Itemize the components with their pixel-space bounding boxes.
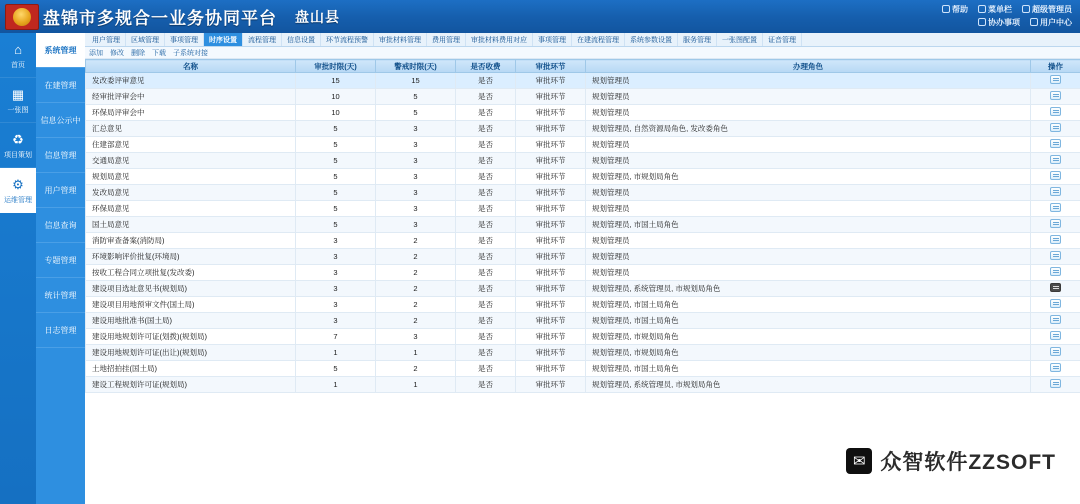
cell-limit: 5 [296,137,376,153]
col-role: 办理角色 [586,60,1031,73]
table-head [86,60,1080,73]
menu-tab-12[interactable]: 系统参数设置 [625,33,678,46]
cell-warn: 2 [376,361,456,377]
edit-row-icon[interactable] [1050,155,1061,164]
cell-name: 环境影响评价批复(环境局) [86,249,296,265]
cell-role: 规划管理员 [586,89,1031,105]
subnav-item-topic-manage[interactable] [36,243,85,278]
subnav-item-public-info[interactable] [36,103,85,138]
edit-row-icon[interactable] [1050,251,1061,260]
left-sidebar [0,33,36,504]
cell-limit: 5 [296,361,376,377]
account-link[interactable]: 超级管理员 [1022,3,1072,16]
edit-row-icon[interactable] [1050,171,1061,180]
subnav-item-logs[interactable] [36,313,85,348]
page-title: 盘锦市多规合一业务协同平台 [43,9,277,28]
edit-row-icon[interactable] [1050,235,1061,244]
cell-name: 消防审查备案(消防局) [86,233,296,249]
cell-role: 规划管理员, 市国土局角色 [586,361,1031,377]
cell-role: 规划管理员 [586,185,1031,201]
menu-tab-7[interactable]: 审批材料管理 [374,33,427,46]
cell-stage: 审批环节 [516,153,586,169]
cell-name: 发改委评审意见 [86,73,296,89]
cell-limit: 7 [296,329,376,345]
cell-fee: 是否 [456,185,516,201]
sidebar-item-project-planning[interactable] [0,123,36,168]
cell-operation [1031,89,1080,105]
cell-limit: 1 [296,377,376,393]
subnav-label: 信息查询 [44,220,77,230]
cell-stage: 审批环节 [516,137,586,153]
cell-operation [1031,361,1080,377]
menu-link[interactable]: 菜单栏 [978,3,1012,16]
toolbar-button-2[interactable]: 删除 [131,49,145,57]
cell-operation [1031,201,1080,217]
cell-role: 规划管理员 [586,105,1031,121]
edit-row-icon[interactable] [1050,283,1061,292]
cell-name: 按收工程合同立项批复(发改委) [86,265,296,281]
cell-limit: 5 [296,153,376,169]
secondary-nav [36,33,85,504]
cell-operation [1031,217,1080,233]
edit-row-icon[interactable] [1050,379,1061,388]
subnav-item-info-manage[interactable] [36,138,85,173]
table-row[interactable] [86,201,1080,217]
cell-warn: 3 [376,169,456,185]
subnav-label: 日志管理 [44,325,77,335]
cell-stage: 审批环节 [516,185,586,201]
menu-tab-9[interactable]: 审批材料费用对应 [466,33,533,46]
cell-warn: 5 [376,105,456,121]
menu-tab-2[interactable]: 事项管理 [165,33,204,46]
cell-stage: 审批环节 [516,313,586,329]
cell-operation [1031,121,1080,137]
cell-operation [1031,73,1080,89]
menu-tab-5[interactable]: 信息设置 [282,33,321,46]
cell-fee: 是否 [456,169,516,185]
cell-limit: 5 [296,217,376,233]
cell-limit: 3 [296,297,376,313]
emblem-shape [13,8,31,26]
recycle-icon: ♻ [12,131,24,147]
table-row[interactable] [86,153,1080,169]
subnav-label: 统计管理 [44,290,77,300]
cell-limit: 3 [296,233,376,249]
cell-limit: 1 [296,345,376,361]
cell-operation [1031,137,1080,153]
cell-role: 规划管理员 [586,137,1031,153]
cell-role: 规划管理员 [586,73,1031,89]
cell-warn: 3 [376,185,456,201]
cell-stage: 审批环节 [516,377,586,393]
cell-stage: 审批环节 [516,121,586,137]
cell-role: 规划管理员 [586,201,1031,217]
cell-limit: 3 [296,265,376,281]
table-row[interactable] [86,137,1080,153]
cell-warn: 2 [376,233,456,249]
cell-name: 交通局意见 [86,153,296,169]
timing-settings-table [85,59,1080,393]
cell-fee: 是否 [456,137,516,153]
cell-limit: 5 [296,185,376,201]
cell-warn: 5 [376,89,456,105]
cell-fee: 是否 [456,297,516,313]
cell-name: 经审批评审会中 [86,89,296,105]
toolbar-button-1[interactable]: 修改 [110,49,124,57]
cell-fee: 是否 [456,153,516,169]
sidebar-item-map[interactable] [0,78,36,123]
cell-limit: 3 [296,249,376,265]
edit-row-icon[interactable] [1050,363,1061,372]
cell-name: 建设用地规划许可证(划拨)(规划局) [86,329,296,345]
header-links-row-1 [942,3,1072,16]
cell-fee: 是否 [456,345,516,361]
cooperation-link[interactable]: 协办事项 [978,16,1020,29]
edit-row-icon[interactable] [1050,347,1061,356]
edit-row-icon[interactable] [1050,91,1061,100]
cell-operation [1031,169,1080,185]
cell-limit: 10 [296,89,376,105]
cell-role: 规划管理员, 市国土局角色 [586,313,1031,329]
cell-fee: 是否 [456,105,516,121]
subnav-label: 系统管理 [44,45,77,55]
home-icon: ⌂ [14,41,22,57]
cell-name: 建设项目选址意见书(规划局) [86,281,296,297]
subnav-label: 信息管理 [44,150,77,160]
col-name: 名称 [86,60,296,73]
cell-warn: 3 [376,121,456,137]
cell-warn: 3 [376,201,456,217]
cell-limit: 5 [296,121,376,137]
cell-name: 环保局评审会中 [86,105,296,121]
cell-stage: 审批环节 [516,105,586,121]
table-header-row [86,60,1080,73]
cell-stage: 审批环节 [516,89,586,105]
cell-stage: 审批环节 [516,281,586,297]
cell-name: 建设工程规划许可证(规划局) [86,377,296,393]
header-links-row-2 [942,16,1072,29]
edit-row-icon[interactable] [1050,315,1061,324]
cell-operation [1031,377,1080,393]
cell-role: 规划管理员, 市国土局角色 [586,217,1031,233]
cell-fee: 是否 [456,361,516,377]
cell-limit: 3 [296,313,376,329]
toolbar-button-4[interactable]: 子系统对接 [173,49,208,57]
subnav-item-user-manage[interactable] [36,173,85,208]
subnav-item-info-query[interactable] [36,208,85,243]
cell-fee: 是否 [456,313,516,329]
sidebar-item-label: 首页 [11,61,25,69]
cell-fee: 是否 [456,121,516,137]
cell-fee: 是否 [456,217,516,233]
subnav-label: 在建管理 [44,80,77,90]
subnav-item-statistics[interactable] [36,278,85,313]
cell-warn: 2 [376,249,456,265]
cell-operation [1031,329,1080,345]
menu-tab-0[interactable]: 用户管理 [87,33,126,46]
cell-operation [1031,185,1080,201]
edit-row-icon[interactable] [1050,331,1061,340]
cell-name: 发改局意见 [86,185,296,201]
menu-tab-3[interactable]: 时序设置 [204,33,243,46]
cell-role: 规划管理员 [586,233,1031,249]
edit-row-icon[interactable] [1050,107,1061,116]
col-op: 操作 [1031,60,1080,73]
menu-tab-6[interactable]: 环节流程预警 [321,33,374,46]
table-row[interactable] [86,73,1080,89]
sidebar-item-label: 项目策划 [4,151,32,159]
cell-fee: 是否 [456,281,516,297]
header-links [942,3,1072,29]
cell-name: 建设用地批准书(国土局) [86,313,296,329]
edit-row-icon[interactable] [1050,299,1061,308]
data-table-container[interactable] [85,59,1080,414]
cell-limit: 10 [296,105,376,121]
cell-name: 国土局意见 [86,217,296,233]
cell-stage: 审批环节 [516,297,586,313]
table-row[interactable] [86,105,1080,121]
cell-warn: 2 [376,313,456,329]
menu-tab-11[interactable]: 在建流程管理 [572,33,625,46]
cell-fee: 是否 [456,265,516,281]
menu-icon [978,5,986,13]
menu-tab-1[interactable]: 区域管理 [126,33,165,46]
settings-icon [1030,18,1038,26]
user-icon [1022,5,1030,13]
edit-row-icon[interactable] [1050,75,1061,84]
cell-name: 规划局意见 [86,169,296,185]
col-fee: 是否收费 [456,60,516,73]
edit-row-icon[interactable] [1050,187,1061,196]
cell-warn: 2 [376,265,456,281]
cell-warn: 1 [376,345,456,361]
menu-tab-15[interactable]: 证音管理 [763,33,802,46]
subnav-item-construction[interactable] [36,68,85,103]
cell-role: 规划管理员, 市规划局角色 [586,345,1031,361]
table-row[interactable] [86,313,1080,329]
edit-row-icon[interactable] [1050,123,1061,132]
cell-role: 规划管理员 [586,249,1031,265]
sidebar-item-home[interactable] [0,33,36,78]
main-content [85,33,1080,504]
cell-fee: 是否 [456,377,516,393]
subnav-item-system[interactable] [36,33,85,68]
cell-stage: 审批环节 [516,249,586,265]
cell-limit: 3 [296,281,376,297]
table-row[interactable] [86,377,1080,393]
cell-fee: 是否 [456,201,516,217]
table-row[interactable] [86,297,1080,313]
sidebar-item-operations[interactable] [0,168,36,213]
cell-stage: 审批环节 [516,73,586,89]
table-row[interactable] [86,329,1080,345]
cell-role: 规划管理员, 市规划局角色 [586,169,1031,185]
cell-limit: 5 [296,201,376,217]
cell-name: 住建部意见 [86,137,296,153]
table-row[interactable] [86,281,1080,297]
cell-limit: 15 [296,73,376,89]
cell-stage: 审批环节 [516,345,586,361]
cell-name: 建设项目用地预审文件(国土局) [86,297,296,313]
cell-stage: 审批环节 [516,265,586,281]
cell-stage: 审批环节 [516,361,586,377]
cell-operation [1031,249,1080,265]
watermark [846,446,1056,476]
table-row[interactable] [86,169,1080,185]
table-body [86,73,1080,393]
cell-role: 规划管理员 [586,265,1031,281]
table-row[interactable] [86,233,1080,249]
cell-warn: 2 [376,281,456,297]
col-stage: 审批环节 [516,60,586,73]
table-row[interactable] [86,185,1080,201]
sync-icon [978,18,986,26]
help-link[interactable]: 帮助 [942,3,968,16]
cell-stage: 审批环节 [516,329,586,345]
table-row[interactable] [86,121,1080,137]
table-row[interactable] [86,89,1080,105]
cell-fee: 是否 [456,233,516,249]
table-toolbar [85,47,1080,59]
cell-operation [1031,297,1080,313]
cell-warn: 3 [376,137,456,153]
cell-warn: 15 [376,73,456,89]
cell-name: 汇总意见 [86,121,296,137]
table-row[interactable] [86,361,1080,377]
national-emblem-icon [5,4,39,30]
cell-warn: 3 [376,217,456,233]
menu-tab-8[interactable]: 费用管理 [427,33,466,46]
cell-operation [1031,153,1080,169]
gear-icon: ⚙ [12,176,24,192]
edit-row-icon[interactable] [1050,219,1061,228]
cell-warn: 3 [376,329,456,345]
cell-role: 规划管理员, 市国土局角色 [586,297,1031,313]
user-center-link[interactable]: 用户中心 [1030,16,1072,29]
menu-tab-10[interactable]: 事项管理 [533,33,572,46]
cell-warn: 2 [376,297,456,313]
toolbar-button-0[interactable]: 添加 [89,49,103,57]
cell-fee: 是否 [456,249,516,265]
col-limit: 审批时限(天) [296,60,376,73]
table-row[interactable] [86,217,1080,233]
cell-name: 土地招拍挂(国土局) [86,361,296,377]
cell-operation [1031,313,1080,329]
subnav-label: 用户管理 [44,185,77,195]
col-warn: 警戒时限(天) [376,60,456,73]
toolbar-button-3[interactable]: 下载 [152,49,166,57]
chart-icon: ▦ [11,86,25,102]
sidebar-item-label: 运维管理 [4,196,32,204]
cell-name: 建设用地规划许可证(出让)(规划局) [86,345,296,361]
cell-warn: 3 [376,153,456,169]
cell-operation [1031,265,1080,281]
cell-warn: 1 [376,377,456,393]
table-row[interactable] [86,249,1080,265]
cell-fee: 是否 [456,73,516,89]
table-row[interactable] [86,265,1080,281]
sidebar-item-label: 一张图 [7,106,29,114]
edit-row-icon[interactable] [1050,267,1061,276]
cell-role: 规划管理员, 系统管理员, 市规划局角色 [586,281,1031,297]
subnav-label: 信息公示中 [40,115,81,125]
cell-operation [1031,281,1080,297]
wechat-icon: ✉ [846,448,872,474]
cell-limit: 5 [296,169,376,185]
cell-fee: 是否 [456,89,516,105]
edit-row-icon[interactable] [1050,203,1061,212]
cell-stage: 审批环节 [516,217,586,233]
cell-operation [1031,233,1080,249]
top-header-bar [0,0,1080,33]
cell-stage: 审批环节 [516,233,586,249]
menu-tab-14[interactable]: 一张图配置 [717,33,763,46]
subnav-label: 专题管理 [44,255,77,265]
table-row[interactable] [86,345,1080,361]
cell-stage: 审批环节 [516,169,586,185]
cell-name: 环保局意见 [86,201,296,217]
watermark-text: 众智软件ZZSOFT [880,451,1056,474]
menu-tab-strip [85,33,1080,47]
help-icon [942,5,950,13]
cell-fee: 是否 [456,329,516,345]
cell-role: 规划管理员, 市规划局角色 [586,329,1031,345]
menu-tab-13[interactable]: 服务管理 [678,33,717,46]
region-label: 盘山县 [295,8,340,25]
cell-operation [1031,345,1080,361]
cell-operation [1031,105,1080,121]
menu-tab-4[interactable]: 流程管理 [243,33,282,46]
cell-role: 规划管理员, 自然资源局角色, 发改委角色 [586,121,1031,137]
cell-role: 规划管理员 [586,153,1031,169]
cell-role: 规划管理员, 系统管理员, 市规划局角色 [586,377,1031,393]
cell-stage: 审批环节 [516,201,586,217]
edit-row-icon[interactable] [1050,139,1061,148]
